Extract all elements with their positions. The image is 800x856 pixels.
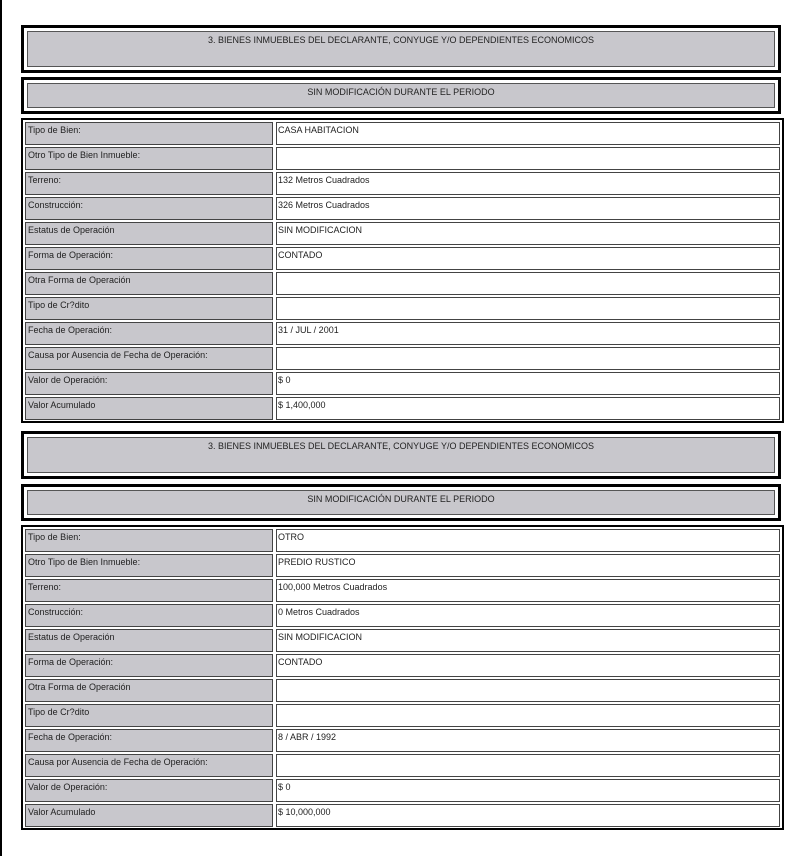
field-label: Valor de Operación: xyxy=(25,779,273,802)
field-value: 8 / ABR / 1992 xyxy=(276,729,780,752)
field-value xyxy=(276,147,780,170)
table-row xyxy=(25,172,780,195)
field-label: Otra Forma de Operación xyxy=(25,679,273,702)
section-status-box xyxy=(21,77,781,114)
field-value: 132 Metros Cuadrados xyxy=(276,172,780,195)
table-row xyxy=(25,804,780,827)
table-row xyxy=(25,554,780,577)
table-row xyxy=(25,679,780,702)
table-row xyxy=(25,372,780,395)
table-row xyxy=(25,629,780,652)
section-title-box xyxy=(21,25,781,73)
field-value: $ 0 xyxy=(276,372,780,395)
field-value: $ 10,000,000 xyxy=(276,804,780,827)
table-row xyxy=(25,147,780,170)
table-row xyxy=(25,779,780,802)
field-value xyxy=(276,679,780,702)
field-label: Estatus de Operación xyxy=(25,222,273,245)
field-label: Valor Acumulado xyxy=(25,397,273,420)
field-value: OTRO xyxy=(276,529,780,552)
field-label: Valor Acumulado xyxy=(25,804,273,827)
field-label: Forma de Operación: xyxy=(25,654,273,677)
field-value: PREDIO RUSTICO xyxy=(276,554,780,577)
table-row xyxy=(25,347,780,370)
table-row xyxy=(25,122,780,145)
table-row xyxy=(25,397,780,420)
section-title: 3. BIENES INMUEBLES DEL DECLARANTE, CONYUGE Y/O DEPENDIENTES ECONOMICOS xyxy=(27,31,775,67)
field-value xyxy=(276,272,780,295)
table-row xyxy=(25,704,780,727)
field-value: CONTADO xyxy=(276,247,780,270)
table-row xyxy=(25,222,780,245)
field-label: Valor de Operación: xyxy=(25,372,273,395)
table-row xyxy=(25,247,780,270)
property-details-table xyxy=(21,118,784,423)
property-details-table xyxy=(21,525,784,830)
section-status: SIN MODIFICACIÓN DURANTE EL PERIODO xyxy=(27,490,775,515)
field-label: Otro Tipo de Bien Inmueble: xyxy=(25,147,273,170)
section-title: 3. BIENES INMUEBLES DEL DECLARANTE, CONYUGE Y/O DEPENDIENTES ECONOMICOS xyxy=(27,437,775,473)
field-value: $ 0 xyxy=(276,779,780,802)
table-row xyxy=(25,654,780,677)
field-label: Fecha de Operación: xyxy=(25,729,273,752)
field-label: Tipo de Bien: xyxy=(25,529,273,552)
field-value: 0 Metros Cuadrados xyxy=(276,604,780,627)
field-label: Construcción: xyxy=(25,604,273,627)
section-status-box xyxy=(21,484,781,521)
field-label: Forma de Operación: xyxy=(25,247,273,270)
table-row xyxy=(25,529,780,552)
section-title-box xyxy=(21,431,781,479)
field-label: Tipo de Cr?dito xyxy=(25,704,273,727)
table-row xyxy=(25,197,780,220)
table-row xyxy=(25,729,780,752)
table-row xyxy=(25,272,780,295)
table-row xyxy=(25,297,780,320)
field-label: Causa por Ausencia de Fecha de Operación: xyxy=(25,754,273,777)
page-left-border xyxy=(0,0,2,856)
field-label: Causa por Ausencia de Fecha de Operación: xyxy=(25,347,273,370)
field-value: 326 Metros Cuadrados xyxy=(276,197,780,220)
table-row xyxy=(25,322,780,345)
field-label: Otra Forma de Operación xyxy=(25,272,273,295)
field-value: 31 / JUL / 2001 xyxy=(276,322,780,345)
field-value: SIN MODIFICACION xyxy=(276,629,780,652)
field-value xyxy=(276,704,780,727)
field-value: SIN MODIFICACION xyxy=(276,222,780,245)
field-value: $ 1,400,000 xyxy=(276,397,780,420)
field-value xyxy=(276,754,780,777)
field-label: Tipo de Bien: xyxy=(25,122,273,145)
field-label: Construcción: xyxy=(25,197,273,220)
field-value: CASA HABITACION xyxy=(276,122,780,145)
field-label: Estatus de Operación xyxy=(25,629,273,652)
field-label: Terreno: xyxy=(25,579,273,602)
field-label: Otro Tipo de Bien Inmueble: xyxy=(25,554,273,577)
field-label: Tipo de Cr?dito xyxy=(25,297,273,320)
field-value xyxy=(276,297,780,320)
field-label: Terreno: xyxy=(25,172,273,195)
field-value xyxy=(276,347,780,370)
table-row xyxy=(25,754,780,777)
section-status: SIN MODIFICACIÓN DURANTE EL PERIODO xyxy=(27,83,775,108)
field-value: 100,000 Metros Cuadrados xyxy=(276,579,780,602)
field-label: Fecha de Operación: xyxy=(25,322,273,345)
table-row xyxy=(25,579,780,602)
field-value: CONTADO xyxy=(276,654,780,677)
table-row xyxy=(25,604,780,627)
